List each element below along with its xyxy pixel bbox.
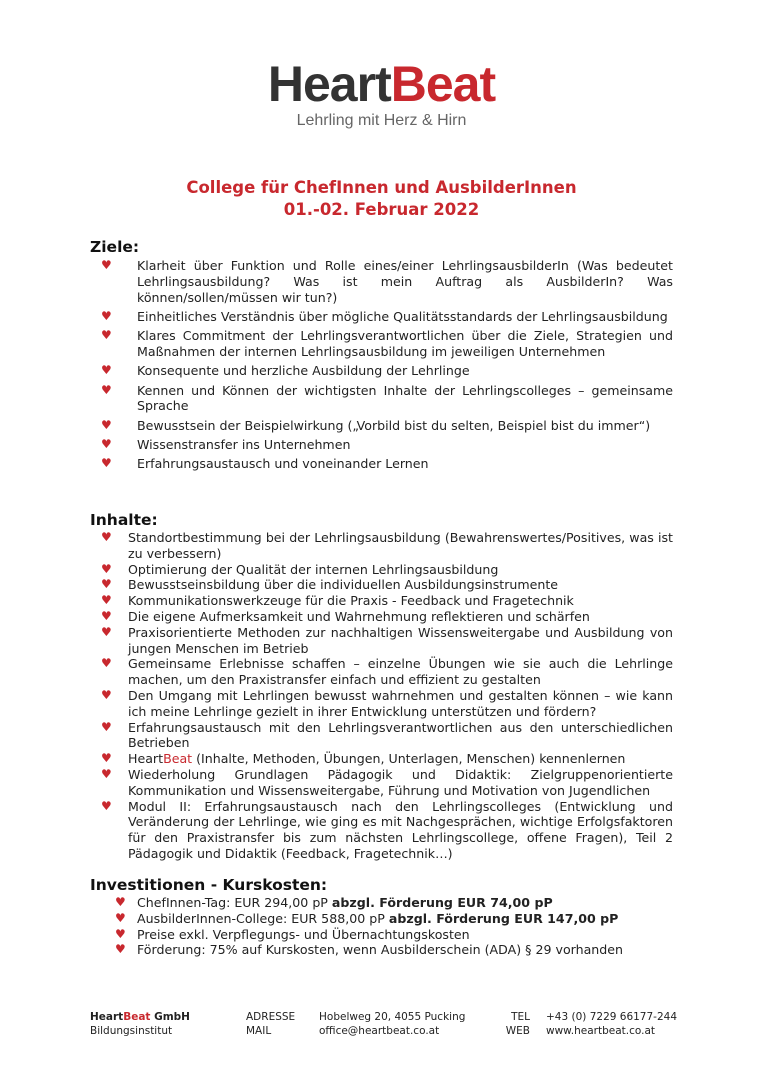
list-item: ♥ Praxisorientierte Methoden zur nachhaltigen Wissensweitergabe und Ausbildung von jungen Menschen im Betrieb [101,624,673,656]
heart-bullet-icon: ♥ [115,895,126,909]
list-item: ♥ Bewusstseinsbildung über die individuellen Ausbildungsinstrumente [101,577,559,593]
heart-bullet-icon: ♥ [101,577,112,592]
footer-company [90,1010,190,1038]
footer-company-name: HeartBeat GmbH [90,1011,190,1023]
footer-label-mail: MAIL [246,1025,272,1037]
heart-bullet-icon: ♥ [101,608,112,623]
inhalte-list [101,530,673,862]
heart-bullet-icon: ♥ [101,624,112,639]
heart-bullet-icon: ♥ [101,436,112,451]
heart-bullet-icon: ♥ [115,926,126,941]
list-item: ♥ Die eigene Aufmerksamkeit und Wahrnehmung reflektieren und schärfen [101,608,590,624]
heart-bullet-icon: ♥ [115,910,126,925]
footer-label-adresse: ADRESSE [246,1011,296,1023]
list-item: ♥ Optimierung der Qualität der internen Lehrlingsausbildung [101,561,499,577]
footer-company-sub: Bildungsinstitut [90,1025,173,1037]
ziele-list [101,258,673,476]
heart-bullet-icon: ♥ [101,751,112,766]
heart-bullet-icon: ♥ [101,656,112,671]
invest-list [115,895,673,958]
list-item: ♥ Kommunikationswerkzeuge für die Praxis - Feedback und Fragetechnik [101,593,574,609]
list-item: ♥ Erfahrungsaustausch und voneinander Lernen [101,456,429,472]
list-item: ♥ Einheitliches Verständnis über mögliche Qualitätsstandards der Lehrlingsausbildung [101,308,668,324]
heart-bullet-icon: ♥ [101,417,112,432]
footer-values-right [546,1010,677,1038]
list-item: ♥ Modul II: Erfahrungsaustausch nach den Lehrlingscolleges (Entwicklung und Veränderung der Lehrlinge, wie ging es mit Nachgesprächen, wichtige Erfolgsfaktoren für den Praxistransfer bis zum nächsten Lehrlingscollege, offene Fragen), Teil 2 Pädagogik und Didaktik (Feedback, Fragetechnik…) [101,798,673,861]
footer-tel: +43 (0) 7229 66177-244 [546,1011,677,1023]
logo-tagline: Lehrling mit Herz & Hirn [296,112,467,129]
inhalte-heading: Inhalte: [90,511,158,529]
heart-bullet-icon: ♥ [101,766,112,781]
heart-bullet-icon: ♥ [101,561,112,576]
heart-bullet-icon: ♥ [101,798,112,813]
heart-bullet-icon: ♥ [101,382,112,397]
logo-heart: Heart [267,56,391,112]
footer-label-tel: TEL [511,1011,530,1023]
list-item: ♥ Klares Commitment der Lehrlingsverantwortlichen über die Ziele, Strategien und Maßnahmen der internen Lehrlingsausbildung im jeweiligen Unternehmen [101,328,673,359]
page-subtitle-date: 01.-02. Februar 2022 [283,200,480,219]
footer-adresse: Hobelweg 20, 4055 Pucking [319,1011,466,1023]
list-item: ♥ Preise exkl. Verpflegungs- und Übernachtungskosten [115,926,470,942]
heart-bullet-icon: ♥ [101,687,112,702]
list-item: ♥ Wiederholung Grundlagen Pädagogik und Didaktik: Zielgruppenorientierte Kommunikation und Wissensweitergabe, Führung und Motivation von Jugendlichen [101,766,673,798]
footer-labels-right [496,1010,530,1038]
footer-web: www.heartbeat.co.at [546,1025,656,1037]
invest-heading: Investitionen - Kurskosten: [90,876,328,894]
heart-bullet-icon: ♥ [101,719,112,734]
heart-bullet-icon: ♥ [115,942,126,957]
list-item: ♥ AusbilderInnen-College: EUR 588,00 pP abzgl. Förderung EUR 147,00 pP [115,910,619,926]
list-item: ♥ ChefInnen-Tag: EUR 294,00 pP abzgl. Förderung EUR 74,00 pP [115,895,553,910]
logo-wordmark [0,58,763,110]
page-title: College für ChefInnen und AusbilderInnen [186,178,577,197]
list-item: ♥ Den Umgang mit Lehrlingen bewusst wahrnehmen und gestalten können – wie kann ich meine Lehrlinge gezielt in ihrer Entwicklung unterstützen und fördern? [101,687,673,719]
logo-beat: Beat [390,56,496,112]
footer-labels-left [246,1010,295,1038]
list-item: ♥ Kennen und Können der wichtigsten Inhalte der Lehrlingscolleges – gemeinsame Sprache [101,382,673,414]
list-item: ♥ Klarheit über Funktion und Rolle eines/einer LehrlingsausbilderIn (Was bedeutet Lehrlingsausbildung? Was ist mein Auftrag als AusbilderIn? Was können/sollen/müssen wir tun?) [101,258,673,305]
heart-bullet-icon: ♥ [101,258,112,272]
list-item: ♥ Gemeinsame Erlebnisse schaffen – einzelne Übungen wie sie auch die Lehrlinge machen, um den Praxistransfer einfach und effizient zu gestalten [101,656,673,688]
ziele-heading: Ziele: [90,238,140,256]
list-item: ♥ Standortbestimmung bei der Lehrlingsausbildung (Bewahrenswertes/Positives, was ist zu verbessern) [101,530,673,561]
heart-bullet-icon: ♥ [101,530,112,544]
list-item: ♥ Konsequente und herzliche Ausbildung der Lehrlinge [101,363,470,379]
heart-bullet-icon: ♥ [101,593,112,608]
footer-values-left [319,1010,465,1038]
list-item: ♥ Wissenstransfer ins Unternehmen [101,436,351,452]
heart-bullet-icon: ♥ [101,363,112,378]
list-item: ♥ Bewusstsein der Beispielwirkung („Vorbild bist du selten, Beispiel bist du immer“) [101,417,651,433]
heart-bullet-icon: ♥ [101,308,112,323]
footer-label-web: WEB [505,1025,530,1037]
footer-mail: office@heartbeat.co.at [319,1025,440,1037]
heart-bullet-icon: ♥ [101,328,112,343]
heart-bullet-icon: ♥ [101,456,112,471]
list-item: ♥ Erfahrungsaustausch mit den Lehrlingsverantwortlichen aus den unterschiedlichen Betrieben [101,719,673,751]
list-item: ♥ HeartBeat (Inhalte, Methoden, Übungen, Unterlagen, Menschen) kennenlernen [101,751,626,767]
list-item: ♥ Förderung: 75% auf Kurskosten, wenn Ausbilderschein (ADA) § 29 vorhanden [115,942,624,958]
heartbeat-logo [0,58,763,130]
